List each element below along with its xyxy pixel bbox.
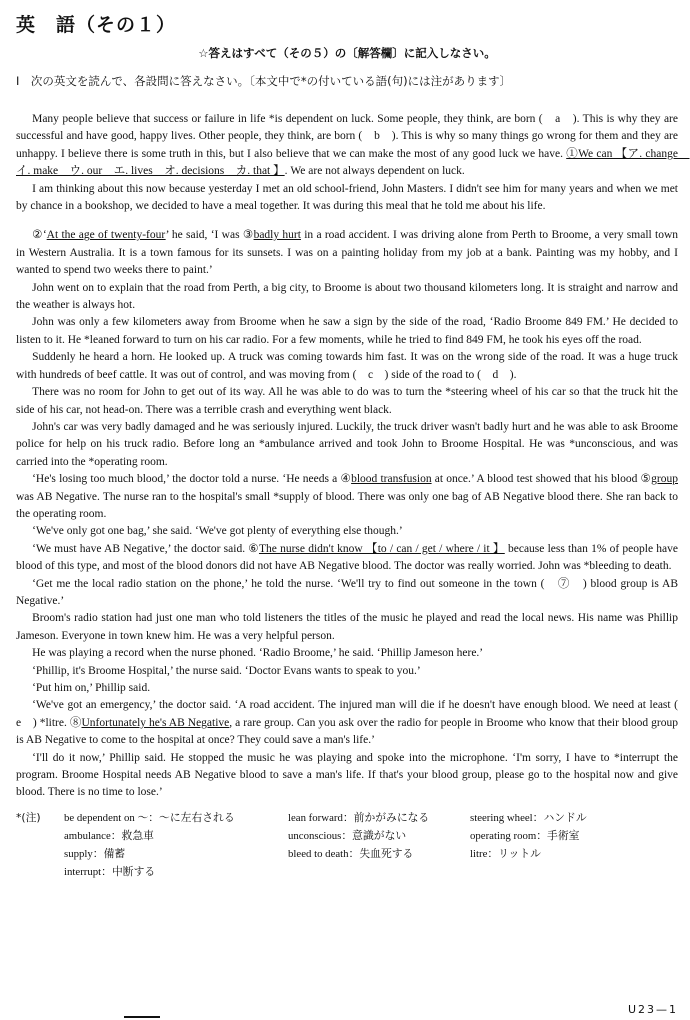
note-entry: unconscious：意識がない [288,829,407,842]
notes-spacer [16,864,64,879]
reading-passage [16,111,690,802]
text-run: , a rare group. Can you ask over the radio for people in Broome who know that their blood group is AB Negative to come to the hospital at once? They could save a man's life.’ [16,716,679,747]
underlined-phrase: ①We can 【ア. change イ. make ウ. our エ. lives オ. decisions カ. that 】 [16,147,690,178]
passage-paragraph [16,645,678,662]
passage-paragraph [16,541,678,576]
text-run: ‘We've only got one bag,’ she said. ‘We've got plenty of everything else though.’ [32,525,403,538]
text-run: because less than 1% of people have blood of this type, and most of the blood donors did not have AB Negative blood. The doctor was really worried. John was *bleeding to death. [16,542,679,573]
passage-paragraph [16,227,678,279]
passage-paragraph [16,750,678,802]
note-entry: interrupt：中断する [64,865,156,878]
passage-paragraph [16,697,690,749]
text-run: in a road accident. I was driving alone from Perth to Broome, a very small town in Western Australia. It is a town famous for its sunsets. I was on a painting holiday from my job at a bank. Painting was my hobby, and I wanted to spend two weeks there to paint.’ [16,229,678,277]
text-run: ‘We must have AB Negative,’ the doctor said. ⑥ [32,542,259,555]
note-entry: supply：備蓄 [64,847,126,860]
text-run: ②‘ [32,229,47,242]
note-entry: bleed to death：失血死する [288,847,414,860]
passage-paragraph [16,384,678,419]
underlined-phrase: At the age of twenty-four [46,229,166,242]
answer-instruction: ☆答えはすべて（その５）の〔解答欄〕に記入しなさい。 [198,46,496,60]
notes-label: *(注) [16,810,41,824]
text-run: ‘We've got an emergency,’ the doctor said. ‘A road accident. The injured man will die if he doesn't have enough blood. We need at least ( e ) *litre. ⑧ [16,699,690,729]
note-entry [288,864,470,879]
passage-paragraph [16,680,678,697]
underlined-phrase: blood transfusion [351,473,432,486]
underlined-phrase: group [651,473,678,486]
page-code: U23—1 [627,1003,678,1016]
text-run: John went on to explain that the road from Perth, a big city, to Broome is about two thousand kilometers long. It is straight and narrow and the weather is always hot. [16,281,678,312]
text-run: He was playing a record when the nurse phoned. ‘Radio Broome,’ he said. ‘Phillip Jameson here.’ [32,647,484,660]
passage-paragraph [16,610,678,645]
notes-spacer [16,828,64,843]
passage-paragraph [16,314,678,349]
text-run: . We are not always dependent on luck. [284,165,465,178]
passage-paragraph [16,523,678,540]
passage-paragraph [16,419,678,471]
vocabulary-notes [16,810,678,879]
text-run: Many people believe that success or failure in life *is dependent on luck. Some people, they think, are born ( a ). This is why they are successful and have good, happy lives. Other people, they think, are born ( b ). This is why so many things go wrong for them and they are unhappy. I believe there is some truth in this, but I also believe that we can make the most of any good luck we have. [16,113,678,160]
underlined-phrase: The nurse didn't know 【to / can / get / where / it 】 [258,542,505,555]
text-run: Suddenly he heard a horn. He looked up. A truck was coming towards him fast. It was on the wrong side of the road. It was a huge truck with hundreds of beef cattle. It was out of control, and was moving from ( c ) side of the road to ( d ). [16,351,678,381]
note-entry [470,864,670,879]
passage-paragraph [16,471,678,523]
underlined-phrase: badly hurt [253,229,301,242]
text-run: was AB Negative. The nurse ran to the hospital's small *supply of blood. There was only one bag of AB Negative blood there. She ran back to the operating room. [16,490,678,520]
passage-paragraph [16,349,678,384]
notes-spacer [16,846,64,861]
text-run: ‘Put him on,’ Phillip said. [32,682,151,694]
text-run: ’ he said, ‘I was ③ [165,229,254,242]
passage-paragraph [16,181,678,216]
text-run: ‘Phillip, it's Broome Hospital,’ the nurse said. ‘Doctor Evans wants to speak to you.’ [32,664,421,677]
note-entry: lean forward：前かがみになる [288,811,430,824]
page-title: 英 語（その１） [16,14,177,36]
text-run: at once.’ A blood test showed that his blood ⑤ [431,473,652,486]
note-entry: litre：リットル [470,847,541,860]
note-entry: steering wheel：ハンドル [470,811,587,824]
note-entry: ambulance：救急車 [64,829,154,842]
text-run: ‘Get me the local radio station on the phone,’ he told the nurse. ‘We'll try to find out someone in the town ( ⑦ ) blood group is AB Negative.’ [16,577,678,607]
passage-paragraph [16,111,690,181]
footer-rule [124,1016,160,1018]
note-entry: be dependent on ～：～に左右される [64,811,235,824]
text-run: There was no room for John to get out of its way. All he was able to do was to turn the *steering wheel of his car so that the truck hit the side of his car, not head-on. There was a terrible crash and everything went black. [16,386,678,416]
passage-paragraph [16,663,678,680]
note-entry: operating room：手術室 [470,829,580,842]
section-heading: Ⅰ 次の英文を読んで、各設問に答えなさい。〔本文中で*の付いている語(句)には注があります〕 [16,74,512,88]
exam-page [16,6,690,879]
text-run: I am thinking about this now because yesterday I met an old school-friend, John Masters. I didn't see him for many years and when we met by chance in a bookshop, we decided to have a meal together. It was during this meal that he told me about his life. [16,182,678,213]
passage-paragraph [16,280,678,315]
text-run: ‘He's losing too much blood,’ the doctor told a nurse. ‘He needs a ④ [32,473,352,486]
underlined-phrase: Unfortunately he's AB Negative [81,716,230,729]
passage-paragraph [16,576,678,611]
text-run: Broom's radio station had just one man who told listeners the titles of the music he played and read the local news. His name was Phillip Jameson. Everyone in town knew him. He was a very helpful person. [16,612,678,642]
text-run: John's car was very badly damaged and he was seriously injured. Luckily, the truck driver wasn't badly hurt and he was able to ask Broome police for help on his truck radio. Before long an *ambulance arrived and took John to Broome Hospital. He was *unconscious, and was carried into the *operating room. [16,420,678,468]
text-run: John was only a few kilometers away from Broome when he saw a sign by the side of the road, ‘Radio Broome 849 FM.’ He decided to listen to it. He *leaned forward to turn on his car radio. For a few moments, while he tried to find 849 FM, he took his eyes off the road. [16,316,678,346]
text-run: ‘I'll do it now,’ Phillip said. He stopped the music he was playing and spoke into the microphone. ‘I'm sorry, I have to *interrupt the program. Broome Hospital needs AB Negative blood to save a man's life. If that's your blood group, please go to the hospital now and give blood. There is no time to lose.’ [16,751,678,799]
